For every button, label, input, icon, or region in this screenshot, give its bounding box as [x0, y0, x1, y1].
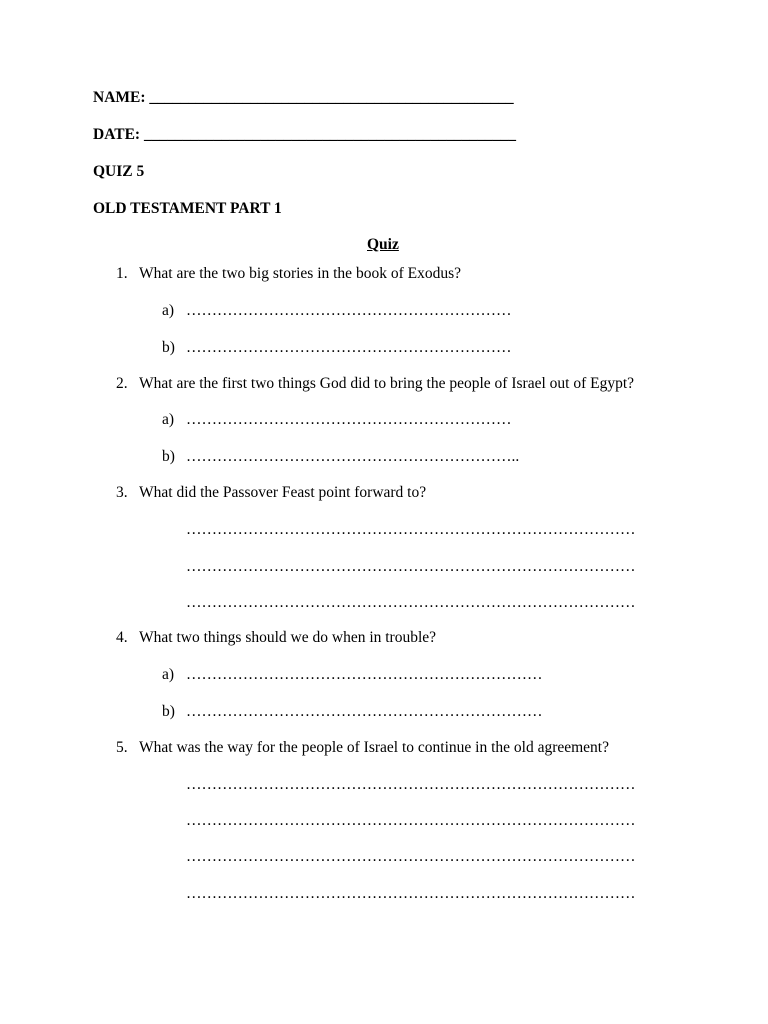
question-number: 4.: [116, 629, 128, 646]
date-field: DATE: ________________________________________________: [93, 126, 516, 143]
question-number: 5.: [116, 739, 128, 756]
answer-line[interactable]: ………………………………………………………: [186, 302, 512, 319]
answer-label: b): [162, 448, 175, 465]
answer-line[interactable]: ………………………………………………………: [186, 339, 512, 356]
name-field: NAME: _______________________________________________: [93, 89, 514, 106]
answer-label: b): [162, 339, 175, 356]
question-number: 2.: [116, 375, 128, 392]
question-text: What are the first two things God did to bring the people of Israel out of Egypt?: [139, 375, 635, 392]
question-number: 3.: [116, 484, 128, 501]
answer-line[interactable]: ……………………………………………………………………………: [186, 594, 636, 611]
answer-label: a): [162, 302, 175, 319]
question-text: What are the two big stories in the book of Exodus?: [139, 265, 461, 282]
answer-line[interactable]: ……………………………………………………………………………: [186, 848, 636, 865]
answer-line[interactable]: ………………………………………………………..: [186, 448, 520, 465]
answer-line[interactable]: ……………………………………………………………: [186, 666, 543, 683]
answer-line[interactable]: ……………………………………………………………………………: [186, 812, 636, 829]
answer-line[interactable]: ……………………………………………………………………………: [186, 776, 636, 793]
quiz-number: QUIZ 5: [93, 163, 145, 180]
quiz-heading: Quiz: [367, 236, 399, 253]
answer-label: a): [162, 666, 175, 683]
section-title: OLD TESTAMENT PART 1: [93, 200, 282, 217]
question-text: What did the Passover Feast point forward to?: [139, 484, 427, 501]
answer-line[interactable]: ……………………………………………………………………………: [186, 521, 636, 538]
question-text: What was the way for the people of Israel to continue in the old agreement?: [139, 739, 609, 756]
answer-line[interactable]: ……………………………………………………………………………: [186, 558, 636, 575]
answer-label: a): [162, 411, 175, 428]
question-text: What two things should we do when in trouble?: [139, 629, 437, 646]
question-number: 1.: [116, 265, 128, 282]
answer-line[interactable]: ………………………………………………………: [186, 411, 512, 428]
answer-label: b): [162, 703, 175, 720]
answer-line[interactable]: ……………………………………………………………: [186, 703, 543, 720]
answer-line[interactable]: ……………………………………………………………………………: [186, 885, 636, 902]
